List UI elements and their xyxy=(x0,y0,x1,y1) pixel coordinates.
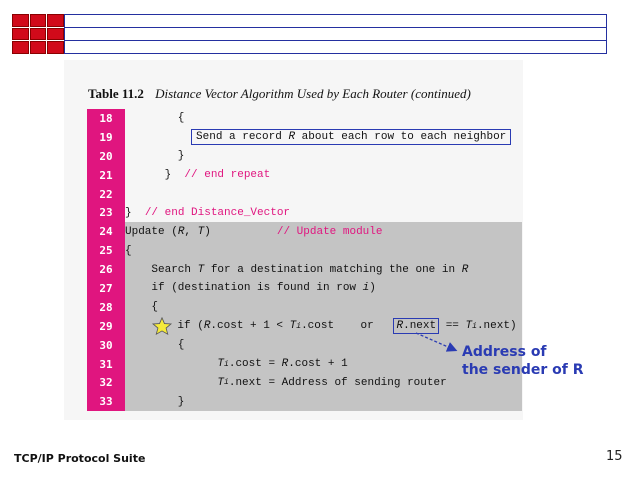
code-row xyxy=(87,109,522,128)
line-number: 30 xyxy=(87,336,125,355)
code-token: { xyxy=(125,301,159,314)
code-token xyxy=(125,358,217,370)
code-row xyxy=(87,355,522,374)
line-number: 31 xyxy=(87,355,125,374)
code-row xyxy=(87,298,522,317)
code-row xyxy=(87,260,522,279)
code-token: .next = Address of sending router xyxy=(228,376,447,389)
code-line xyxy=(125,109,522,128)
code-token: , xyxy=(184,225,198,238)
line-number: 32 xyxy=(87,373,125,392)
code-token: .next xyxy=(403,320,437,333)
code-token: i xyxy=(362,282,370,295)
code-token: ) xyxy=(204,225,277,238)
code-token: == xyxy=(439,320,466,333)
code-token: } xyxy=(125,150,185,163)
line-number: 23 xyxy=(87,203,125,222)
line-number: 26 xyxy=(87,260,125,279)
line-number: 25 xyxy=(87,241,125,260)
code-token: R xyxy=(396,320,404,333)
table-caption xyxy=(88,86,471,102)
code-token: if (destination is found in row xyxy=(125,282,363,295)
code-token: } xyxy=(125,395,185,408)
code-line xyxy=(125,317,522,336)
code-token xyxy=(125,320,151,332)
code-token: for a destination matching the one in xyxy=(204,263,462,276)
star-icon xyxy=(151,317,173,335)
code-token: R xyxy=(461,263,469,276)
code-token: .cost or xyxy=(301,320,394,333)
code-line xyxy=(125,241,522,260)
code-row xyxy=(87,336,522,355)
code-token xyxy=(125,131,191,143)
code-subscript: i xyxy=(224,378,229,388)
code-comment: // end repeat xyxy=(184,169,271,182)
annotation-line-2: the sender of R xyxy=(462,362,584,378)
code-token: R xyxy=(288,131,296,144)
code-token: Search xyxy=(125,263,198,276)
code-token xyxy=(125,377,217,389)
code-line xyxy=(125,260,522,279)
code-line xyxy=(125,147,522,166)
highlight-box xyxy=(393,318,439,334)
code-line xyxy=(125,128,522,147)
code-subscript: i xyxy=(472,321,477,331)
code-row xyxy=(87,128,522,147)
code-token: T xyxy=(217,358,225,371)
header-bar xyxy=(64,14,607,28)
header-bar xyxy=(64,27,607,41)
code-token: R xyxy=(177,225,185,238)
code-row xyxy=(87,317,522,336)
code-line xyxy=(125,222,522,241)
code-row xyxy=(87,222,522,241)
highlight-box xyxy=(191,129,511,145)
code-token: T xyxy=(197,263,205,276)
header-red-grid xyxy=(12,14,64,54)
page-number: 15 xyxy=(606,449,623,464)
table-title: Distance Vector Algorithm Used by Each Router (continued) xyxy=(155,86,471,101)
code-token: { xyxy=(125,112,185,125)
code-line xyxy=(125,166,522,185)
code-token: } xyxy=(125,169,185,182)
code-line xyxy=(125,203,522,222)
code-comment: // Update module xyxy=(276,225,383,238)
line-number: 18 xyxy=(87,109,125,128)
line-number: 20 xyxy=(87,147,125,166)
line-number: 19 xyxy=(87,128,125,147)
code-row xyxy=(87,241,522,260)
code-token: { xyxy=(125,339,185,352)
line-number: 29 xyxy=(87,317,125,336)
code-token: } xyxy=(125,206,145,219)
code-token: about each row to each neighbor xyxy=(295,131,507,144)
code-line xyxy=(125,298,522,317)
line-number: 22 xyxy=(87,185,125,204)
code-token: .next) xyxy=(476,320,517,333)
annotation-callout xyxy=(462,343,583,379)
code-token: R xyxy=(203,320,211,333)
line-number: 21 xyxy=(87,166,125,185)
code-line xyxy=(125,185,522,204)
code-token: .cost = xyxy=(228,358,282,371)
code-line xyxy=(125,279,522,298)
code-row xyxy=(87,147,522,166)
code-token: T xyxy=(289,320,297,333)
code-line xyxy=(125,392,522,411)
code-token: T xyxy=(217,376,225,389)
code-token: R xyxy=(281,358,289,371)
table-number: Table 11.2 xyxy=(88,86,144,101)
code-token: ) xyxy=(369,282,376,295)
line-number: 33 xyxy=(87,392,125,411)
code-comment: // end Distance_Vector xyxy=(144,206,291,219)
code-token: .cost + 1 xyxy=(288,358,348,371)
code-subscript: i xyxy=(296,321,302,331)
code-token: { xyxy=(125,244,132,257)
code-row xyxy=(87,392,522,411)
line-number: 28 xyxy=(87,298,125,317)
code-token: T xyxy=(197,225,205,238)
code-row xyxy=(87,373,522,392)
line-number: 24 xyxy=(87,222,125,241)
code-listing xyxy=(87,109,522,411)
annotation-line-1: Address of xyxy=(462,344,547,360)
code-token: if ( xyxy=(177,320,204,333)
code-token: .cost + 1 < xyxy=(210,320,290,333)
code-token: Update ( xyxy=(125,225,178,238)
code-token: T xyxy=(465,320,473,333)
code-row xyxy=(87,203,522,222)
code-row xyxy=(87,185,522,204)
header-bar xyxy=(64,40,607,54)
code-subscript: i xyxy=(224,359,229,369)
code-row xyxy=(87,279,522,298)
code-token: Send a record xyxy=(196,131,289,144)
line-number: 27 xyxy=(87,279,125,298)
footer-title: TCP/IP Protocol Suite xyxy=(14,452,146,465)
code-row xyxy=(87,166,522,185)
